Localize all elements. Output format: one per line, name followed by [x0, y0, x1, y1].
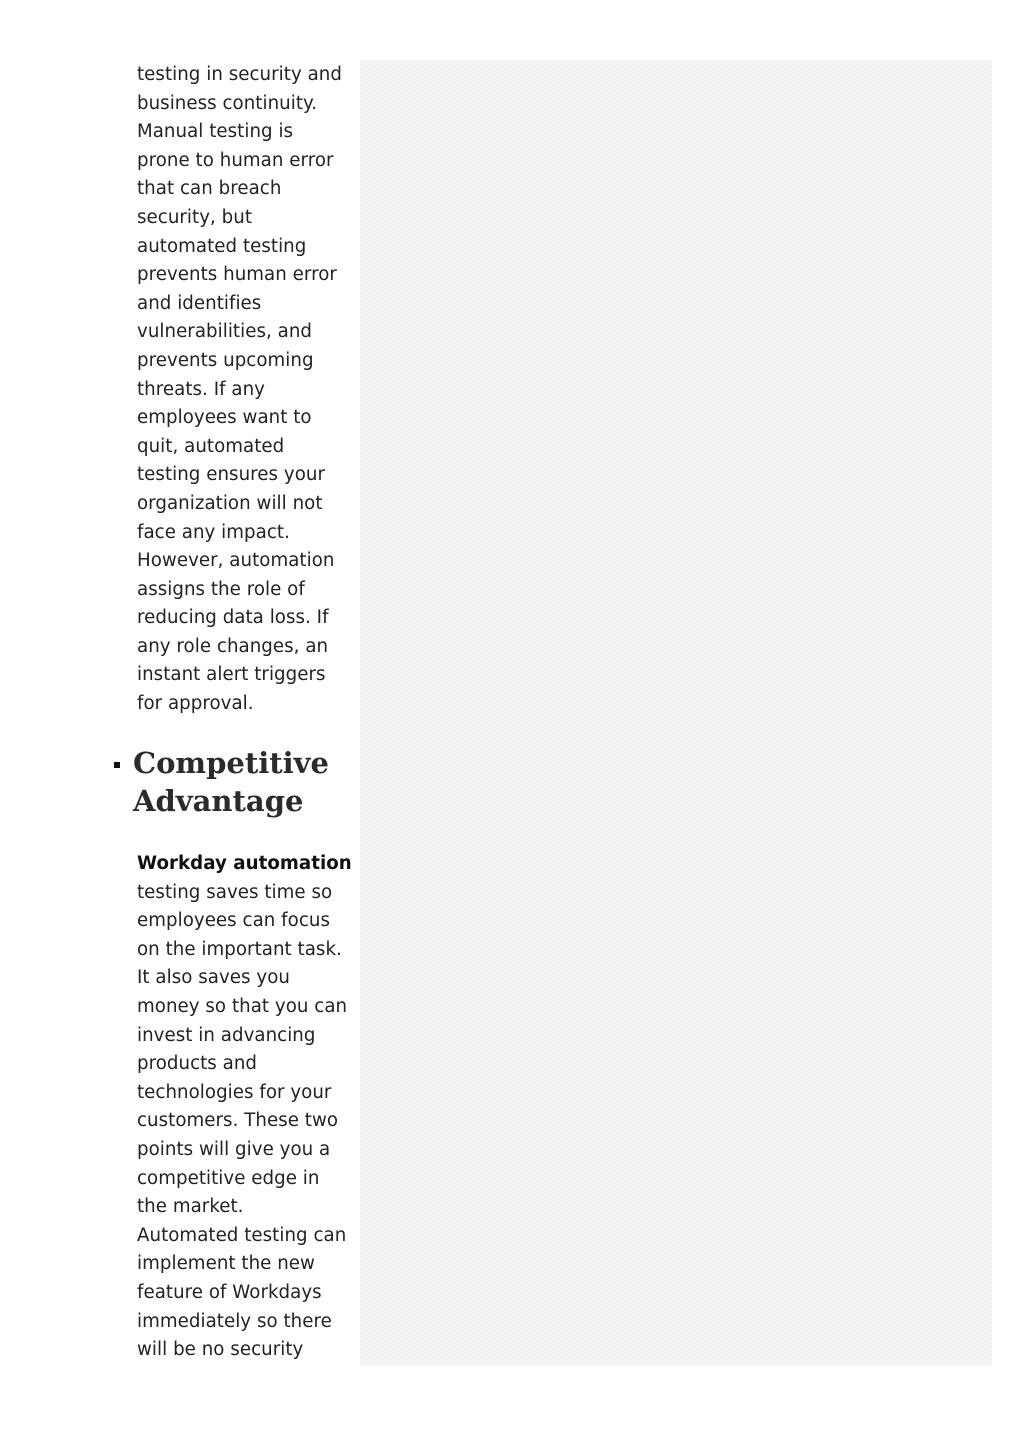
paragraph-line: employees want to: [137, 407, 312, 429]
paragraph-line: quit, automated: [137, 435, 285, 457]
paragraph-line: It also saves you: [137, 967, 290, 989]
paragraph-line: employees can focus: [137, 910, 330, 932]
paragraph-line: prone to human error: [137, 149, 334, 171]
paragraph-line: products and: [137, 1053, 258, 1075]
paragraph-line: Automated testing can: [137, 1224, 347, 1246]
paragraph-line: feature of Workdays: [137, 1281, 322, 1303]
section-heading-list: [113, 745, 353, 820]
paragraph-line: face any impact.: [137, 521, 290, 543]
paragraph-line: However, automation: [137, 550, 335, 572]
paragraph-line: prevents human error: [137, 264, 337, 286]
paragraph-line: implement the new: [137, 1253, 315, 1275]
paragraph-line: threats. If any: [137, 378, 265, 400]
paragraph-line: prevents upcoming: [137, 349, 314, 371]
paragraph-line: security, but: [137, 206, 253, 228]
paragraph-line: any role changes, an: [137, 635, 329, 657]
paragraph-competitive-advantage: [137, 850, 352, 1365]
paragraph-line: automated testing: [137, 235, 307, 257]
paragraph-line: instant alert triggers: [137, 664, 326, 686]
paragraph-line: and identifies: [137, 292, 262, 314]
bold-lead-text: Workday automation: [137, 853, 352, 874]
square-bullet-icon: [114, 762, 120, 768]
paragraph-line: the market.: [137, 1196, 244, 1218]
paragraph-line: assigns the role of: [137, 578, 305, 600]
paragraph-line: business continuity.: [137, 92, 318, 114]
paragraph-line: testing in security and: [137, 64, 342, 85]
paragraph-line: that can breach: [137, 178, 282, 200]
section-heading-competitive-advantage: [133, 745, 353, 820]
paragraph-line: customers. These two: [137, 1110, 339, 1132]
paragraph-line: points will give you a: [137, 1138, 331, 1160]
paragraph-line: Manual testing is: [137, 121, 294, 143]
paragraph-line: testing ensures your: [137, 464, 325, 486]
paragraph-line: immediately so there: [137, 1310, 332, 1332]
paragraph-line: money so that you can: [137, 995, 348, 1017]
paragraph-line: technologies for your: [137, 1081, 332, 1103]
paragraph-line: organization will not: [137, 492, 323, 514]
paragraph-line: reducing data loss. If: [137, 607, 329, 629]
heading-line: Advantage: [133, 783, 304, 818]
paragraph-line: testing saves time so: [137, 881, 333, 903]
textured-side-panel: [360, 60, 992, 1366]
heading-line: Competitive: [133, 746, 329, 780]
section-heading-item: [113, 745, 353, 820]
paragraph-line: will be no security: [137, 1339, 304, 1361]
paragraph-line: competitive edge in: [137, 1167, 320, 1189]
paragraph-line: for approval.: [137, 693, 254, 715]
paragraph-line: vulnerabilities, and: [137, 321, 313, 343]
paragraph-line: invest in advancing: [137, 1024, 316, 1046]
paragraph-security-continuity: [137, 61, 342, 719]
paragraph-line: on the important task.: [137, 938, 342, 960]
